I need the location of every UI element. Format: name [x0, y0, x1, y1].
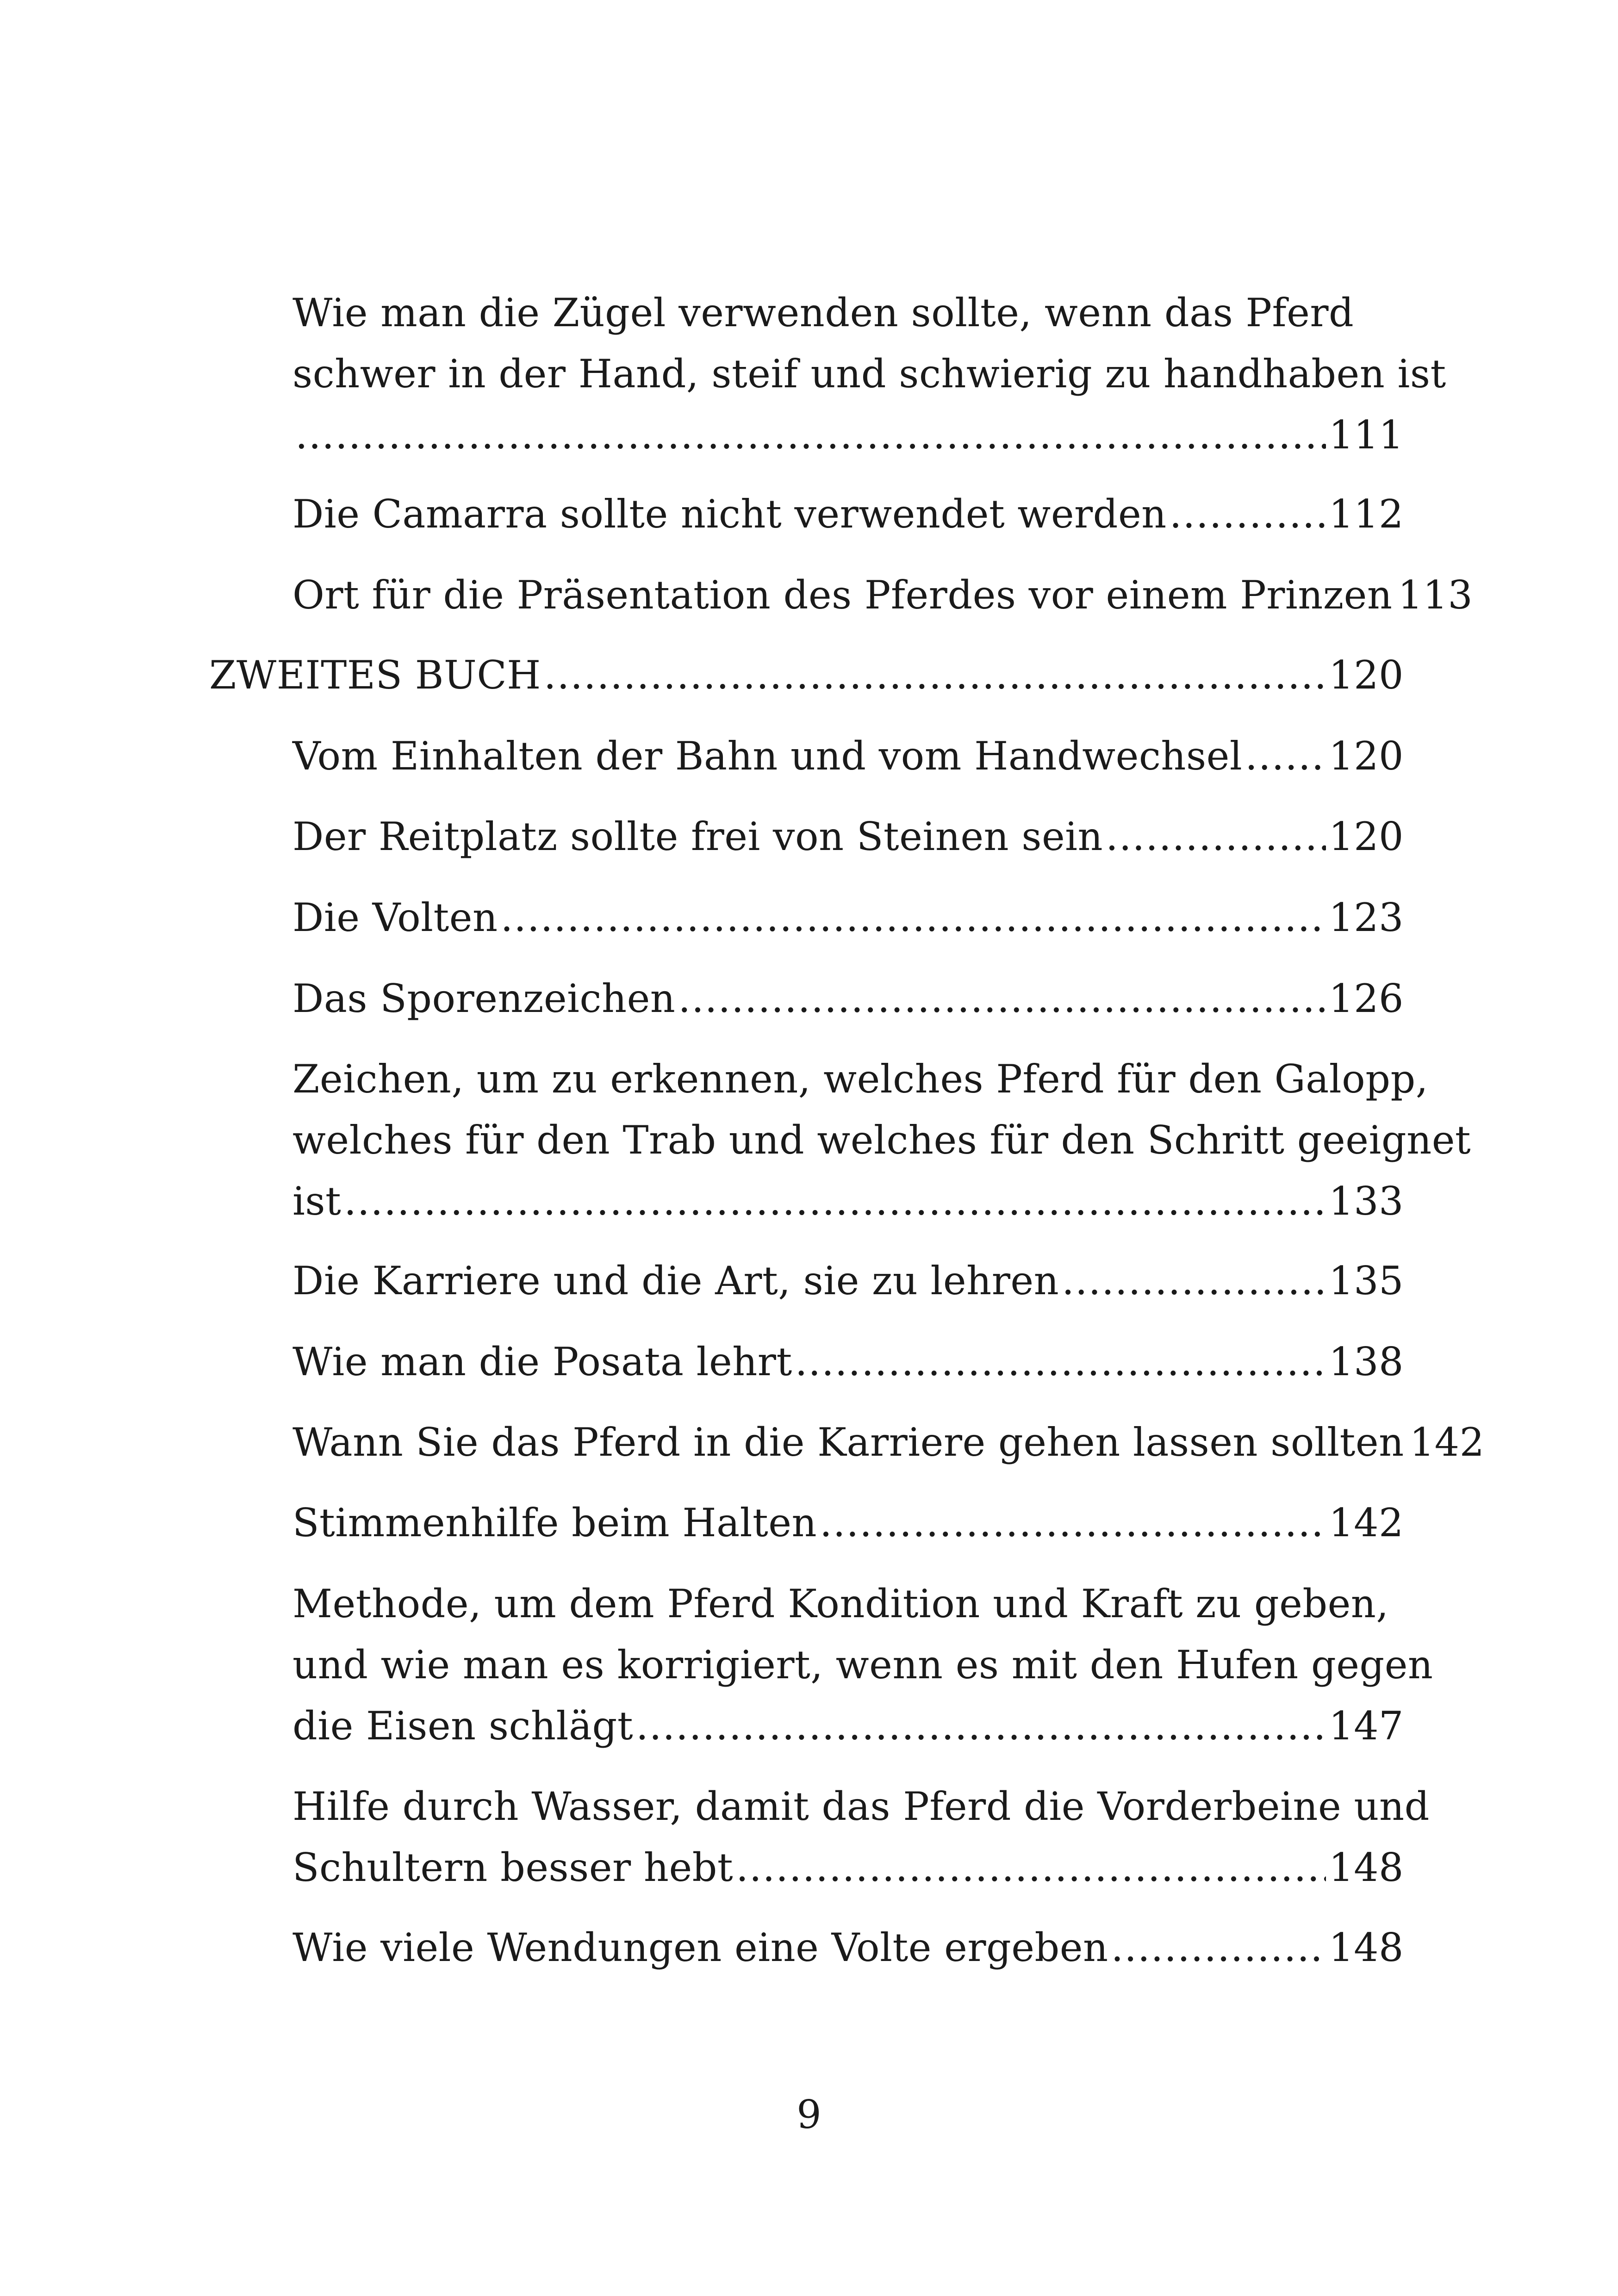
dot-leader	[1106, 806, 1326, 867]
toc-entry-last-line	[292, 887, 1404, 948]
toc-page-ref: 112	[1329, 491, 1404, 537]
toc-page-ref: 123	[1329, 895, 1404, 940]
toc-entry-title: Vom Einhalten der Bahn und vom Handwechsel	[292, 733, 1243, 779]
toc-entry-title: Wie man die Posata lehrt	[292, 1339, 792, 1384]
toc-entry-line: schwer in der Hand, steif und schwierig zu handhaben ist	[292, 351, 1446, 397]
toc-entry-title: Das Sporenzeichen	[292, 976, 676, 1021]
toc-entry-last-line	[292, 1695, 1404, 1756]
toc-entry-title: Die Volten	[292, 895, 498, 940]
toc-entry-line: und wie man es korrigiert, wenn es mit den Hufen gegen	[292, 1642, 1433, 1688]
toc-entry-title-end: die Eisen schlägt	[292, 1703, 634, 1749]
toc-entry-last-line	[292, 404, 1404, 465]
toc-entry-title-end: Schultern besser hebt	[292, 1845, 734, 1890]
toc-entry-line: Hilfe durch Wasser, damit das Pferd die Vorderbeine und	[292, 1784, 1430, 1829]
toc-page-ref: 120	[1329, 652, 1404, 698]
toc-entry-line: welches für den Trab und welches für den Schritt geeignet	[292, 1117, 1471, 1163]
toc-entry-last-line	[292, 726, 1404, 787]
toc-entry	[292, 1776, 1430, 1898]
toc-entry-last-line	[292, 1917, 1404, 1978]
toc-chapter-title: ZWEITES BUCH	[209, 652, 541, 698]
toc-entry-title: Ort für die Präsentation des Pferdes vor einem Prinzen	[292, 572, 1393, 618]
dot-leader	[795, 1331, 1326, 1392]
toc-entry-title: Stimmenhilfe beim Halten	[292, 1500, 817, 1545]
toc-entry	[292, 887, 1404, 948]
dot-leader	[1111, 1917, 1326, 1978]
dot-leader	[501, 887, 1326, 948]
toc-entry	[292, 806, 1404, 867]
dot-leader	[1245, 726, 1326, 787]
dot-leader	[736, 1837, 1326, 1898]
toc-entry	[292, 1331, 1404, 1392]
toc-entry-last-line	[292, 1492, 1404, 1553]
toc-entry	[292, 565, 1473, 626]
toc-entry-last-line	[292, 1412, 1485, 1473]
toc-entry	[292, 1573, 1433, 1756]
toc-page-ref: 120	[1329, 814, 1404, 859]
toc-entry-line: Methode, um dem Pferd Kondition und Kraft zu geben,	[292, 1581, 1389, 1626]
toc-entry-last-line	[292, 1837, 1404, 1898]
toc-entry	[292, 1049, 1471, 1232]
dot-leader	[636, 1695, 1326, 1756]
toc-page-ref: 111	[1329, 412, 1404, 458]
dot-leader	[295, 404, 1326, 465]
toc-entry-last-line	[292, 1171, 1404, 1232]
toc-entry	[292, 968, 1404, 1029]
toc-entry-title: Die Karriere und die Art, sie zu lehren	[292, 1258, 1059, 1303]
dot-leader	[344, 1171, 1326, 1232]
toc-entry	[292, 1492, 1404, 1553]
toc-page-ref: 148	[1329, 1925, 1404, 1970]
dot-leader	[678, 968, 1326, 1029]
toc-entry-last-line	[292, 806, 1404, 867]
toc-page-ref: 147	[1329, 1703, 1404, 1749]
toc-entry-title: Die Camarra sollte nicht verwendet werden	[292, 491, 1167, 537]
toc-entry-title: Wie viele Wendungen eine Volte ergeben	[292, 1925, 1108, 1970]
toc-page-ref: 126	[1329, 976, 1404, 1021]
toc-entry-last-line	[292, 565, 1473, 626]
toc-entry-last-line	[209, 645, 1404, 706]
dot-leader	[1062, 1250, 1326, 1311]
toc-page-ref: 135	[1329, 1258, 1404, 1303]
toc-entry-line: Wie man die Zügel verwenden sollte, wenn das Pferd	[292, 290, 1354, 335]
toc-entry-line: Zeichen, um zu erkennen, welches Pferd für den Galopp,	[292, 1056, 1428, 1102]
toc-entry-chapter	[209, 645, 1404, 706]
dot-leader	[544, 645, 1326, 706]
toc-entry	[292, 282, 1446, 465]
toc-entry	[292, 484, 1404, 545]
toc-entry	[292, 1250, 1404, 1311]
toc-entry-last-line	[292, 1331, 1404, 1392]
toc-page-ref: 142	[1409, 1420, 1485, 1465]
toc-entry	[292, 1917, 1404, 1978]
toc-page-ref: 133	[1329, 1179, 1404, 1224]
toc-page-ref: 148	[1329, 1845, 1404, 1890]
toc-entry-last-line	[292, 484, 1404, 545]
page-number: 9	[797, 2092, 821, 2137]
toc-entry	[292, 726, 1404, 787]
toc-entry-title: Der Reitplatz sollte frei von Steinen sein	[292, 814, 1103, 859]
dot-leader	[1170, 484, 1326, 545]
toc-page-ref: 113	[1398, 572, 1473, 618]
toc-entry-title: Wann Sie das Pferd in die Karriere gehen lassen sollten	[292, 1420, 1404, 1465]
dot-leader	[820, 1492, 1326, 1553]
toc-entry-last-line	[292, 1250, 1404, 1311]
toc-entry-title-end: ist	[292, 1179, 342, 1224]
toc-entry	[292, 1412, 1485, 1473]
toc-entry-last-line	[292, 968, 1404, 1029]
toc-page-ref: 142	[1329, 1500, 1404, 1545]
toc-page-ref: 138	[1329, 1339, 1404, 1384]
toc-page-ref: 120	[1329, 733, 1404, 779]
